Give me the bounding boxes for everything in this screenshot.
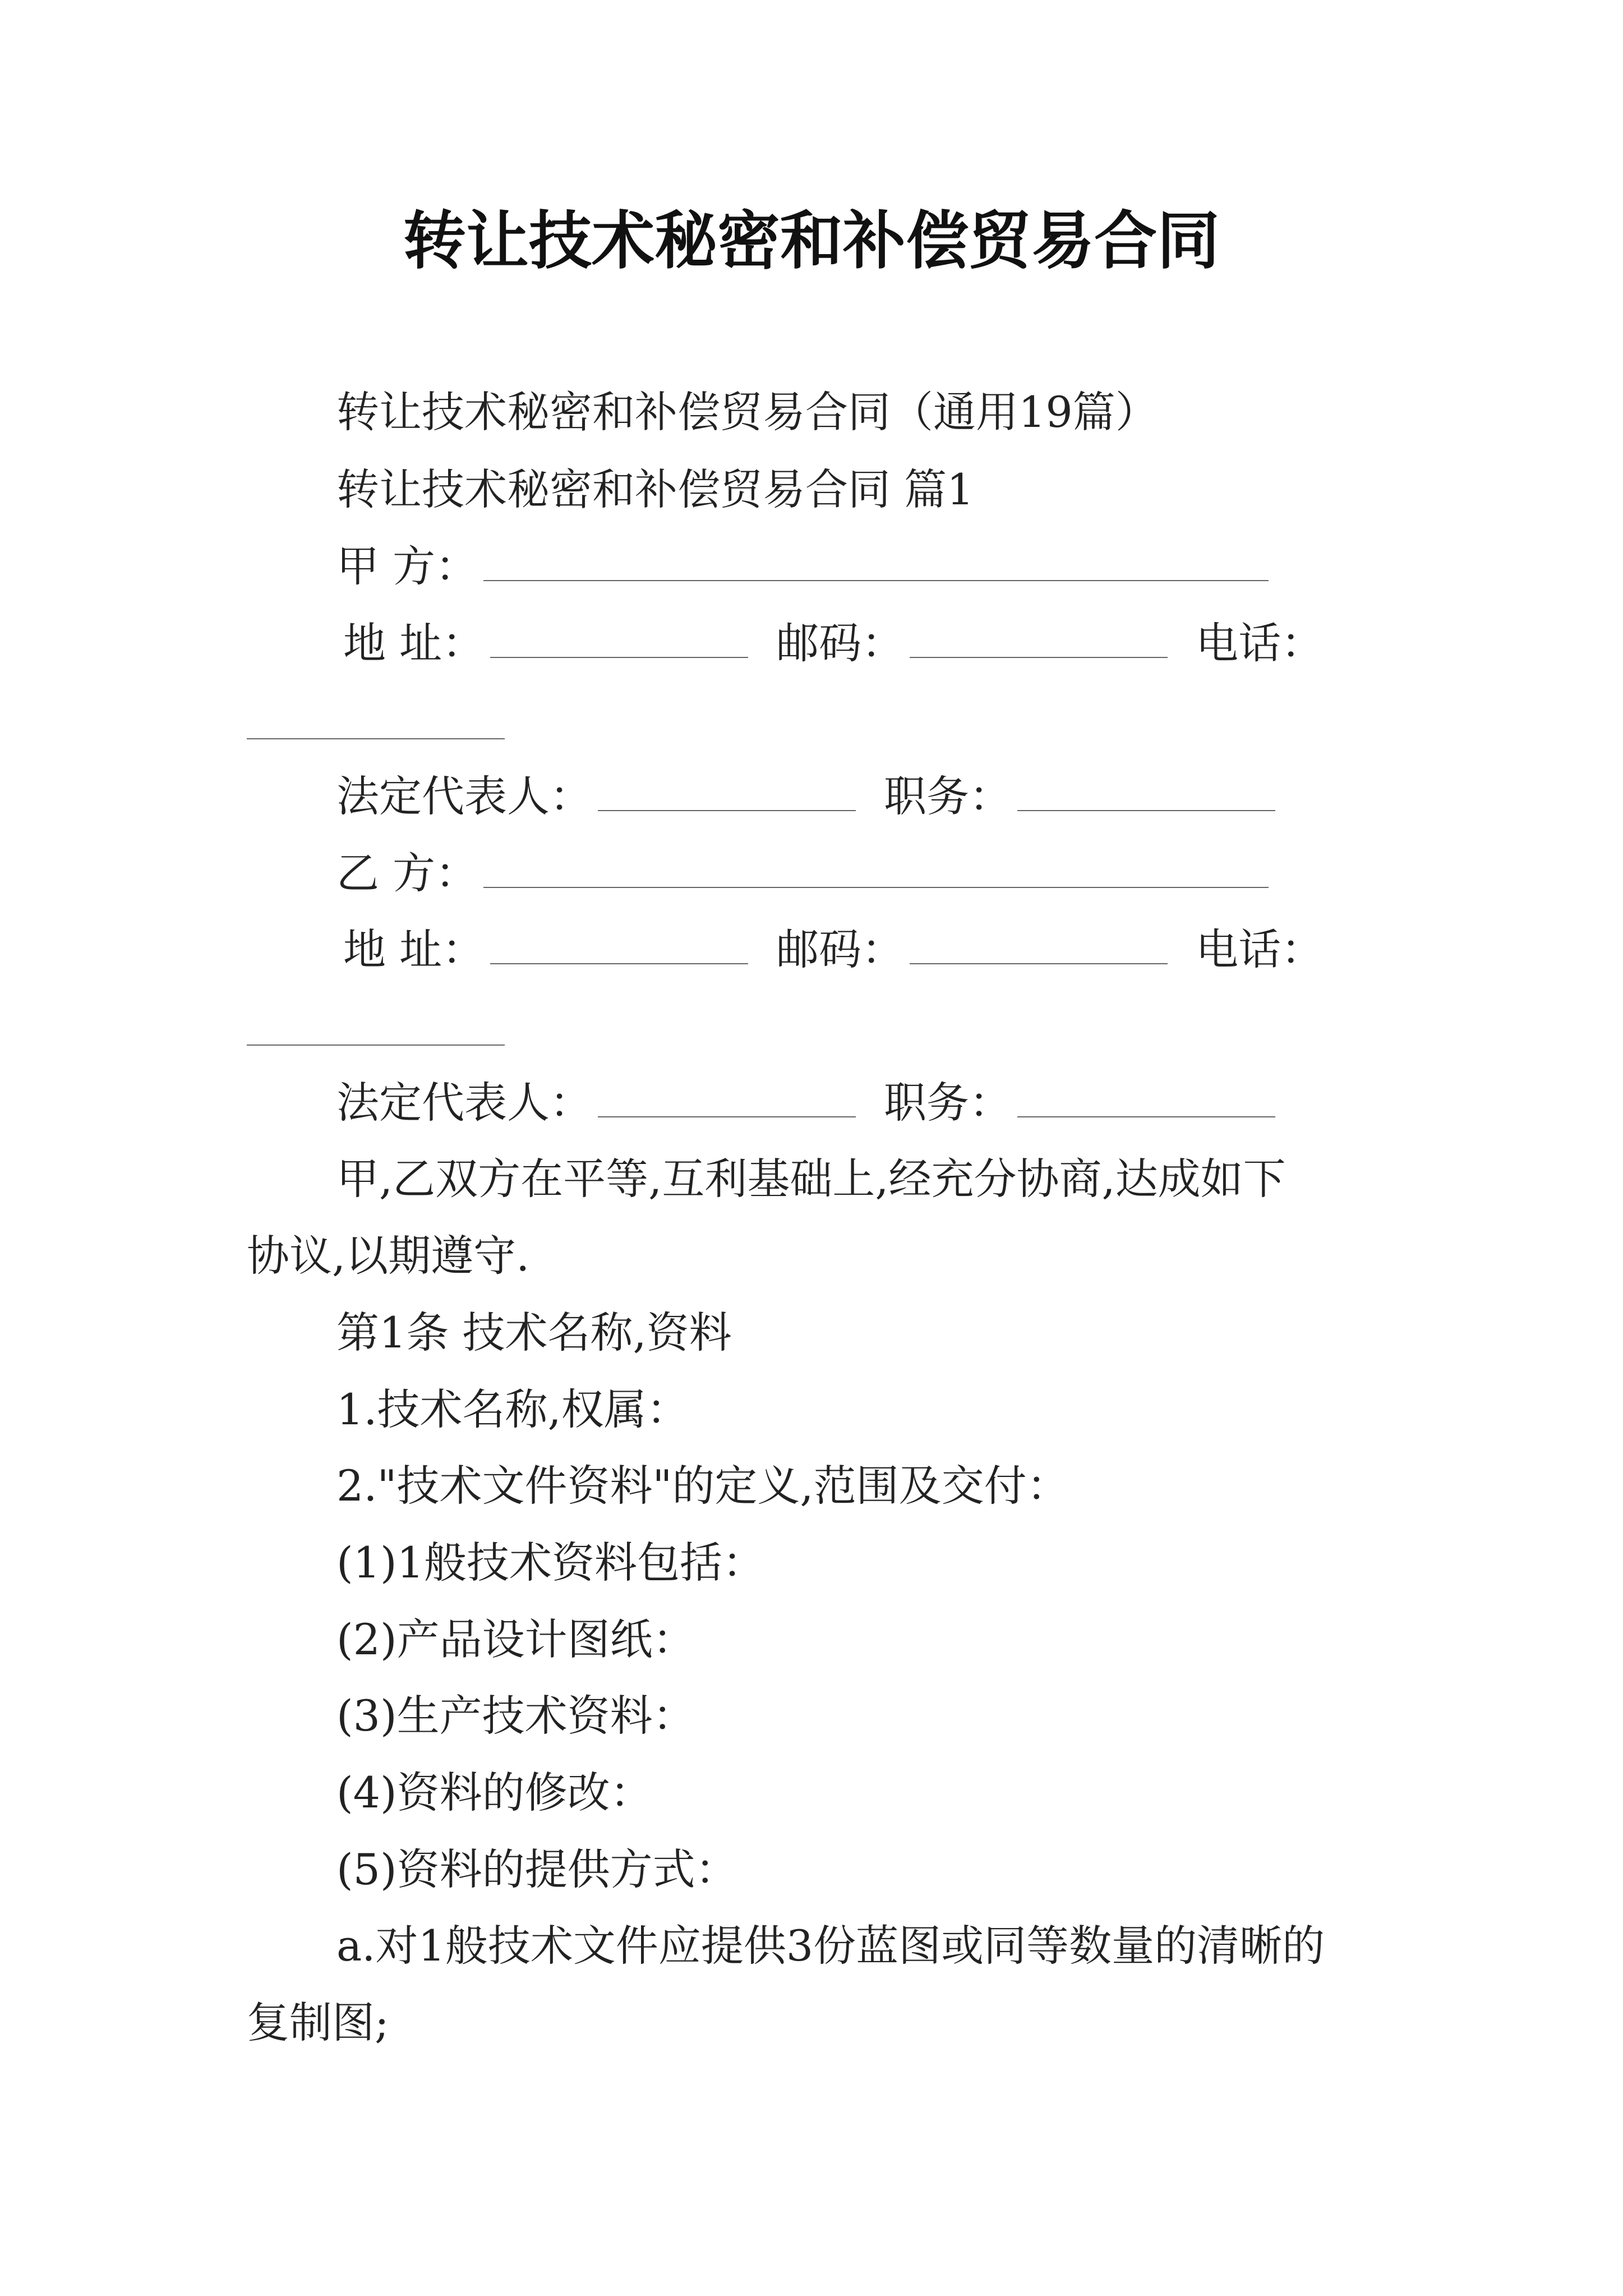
sub-item-1: (1)1般技术资料包括：: [336, 1538, 766, 1588]
party-a-legal-rep-blank: [598, 771, 856, 811]
party-a-contact-row: [343, 613, 1324, 674]
party-b-legal-rep-blank: [598, 1077, 856, 1117]
sub-item-a-line-1: a.对1般技术文件应提供3份蓝图或同等数量的清晰的: [336, 1921, 1325, 1971]
document-subtitle: 转让技术秘密和补偿贸易合同（通用19篇）: [336, 387, 1158, 437]
party-b-phone-label: 电话：: [1196, 924, 1324, 974]
party-a-row: [336, 536, 1274, 597]
party-b-rep-row: [336, 1072, 1281, 1134]
party-b-blank: [483, 848, 1269, 888]
article-1-heading: 第1条 技术名称,资料: [336, 1308, 732, 1358]
party-b-address-label: 地 址：: [343, 924, 485, 974]
party-a-label: 甲 方：: [336, 541, 478, 591]
party-a-phone-label: 电话：: [1196, 618, 1324, 668]
party-a-position-label: 职务：: [884, 771, 1012, 821]
party-a-postcode-blank: [910, 618, 1168, 658]
item-1: 1.技术名称,权属：: [336, 1384, 689, 1434]
party-b-legal-rep-label: 法定代表人：: [336, 1078, 592, 1128]
sub-item-a-line-2: 复制图;: [247, 1998, 389, 2047]
party-b-postcode-blank: [910, 924, 1168, 964]
party-a-position-blank: [1017, 771, 1275, 811]
preamble-line-2: 协议,以期遵守.: [247, 1231, 530, 1281]
party-a-phone-blank: [247, 738, 505, 739]
sub-item-2: (2)产品设计图纸：: [336, 1614, 695, 1664]
party-a-blank: [483, 541, 1269, 581]
sub-item-4: (4)资料的修改：: [336, 1768, 653, 1818]
document-title: 转让技术秘密和补偿贸易合同: [403, 204, 1220, 278]
party-a-postcode-label: 邮码：: [776, 618, 905, 668]
party-a-address-blank: [490, 618, 748, 658]
preamble-line-1: 甲,乙双方在平等,互利基础上,经充分协商,达成如下: [336, 1154, 1286, 1204]
party-b-contact-row: [343, 919, 1324, 981]
party-a-rep-row: [336, 766, 1281, 827]
party-b-row: [336, 843, 1274, 904]
party-b-address-blank: [490, 924, 748, 964]
sub-item-3: (3)生产技术资料：: [336, 1691, 695, 1741]
party-b-position-label: 职务：: [884, 1078, 1012, 1128]
section-heading: 转让技术秘密和补偿贸易合同 篇1: [336, 464, 974, 514]
party-b-label: 乙 方：: [336, 848, 478, 898]
party-b-postcode-label: 邮码：: [776, 924, 905, 974]
sub-item-5: (5)资料的提供方式：: [336, 1844, 738, 1894]
party-a-address-label: 地 址：: [343, 618, 485, 668]
party-a-legal-rep-label: 法定代表人：: [336, 771, 592, 821]
item-2: 2."技术文件资料"的定义,范围及交付：: [336, 1461, 1069, 1511]
party-b-phone-blank: [247, 1045, 505, 1046]
party-b-position-blank: [1017, 1077, 1275, 1117]
